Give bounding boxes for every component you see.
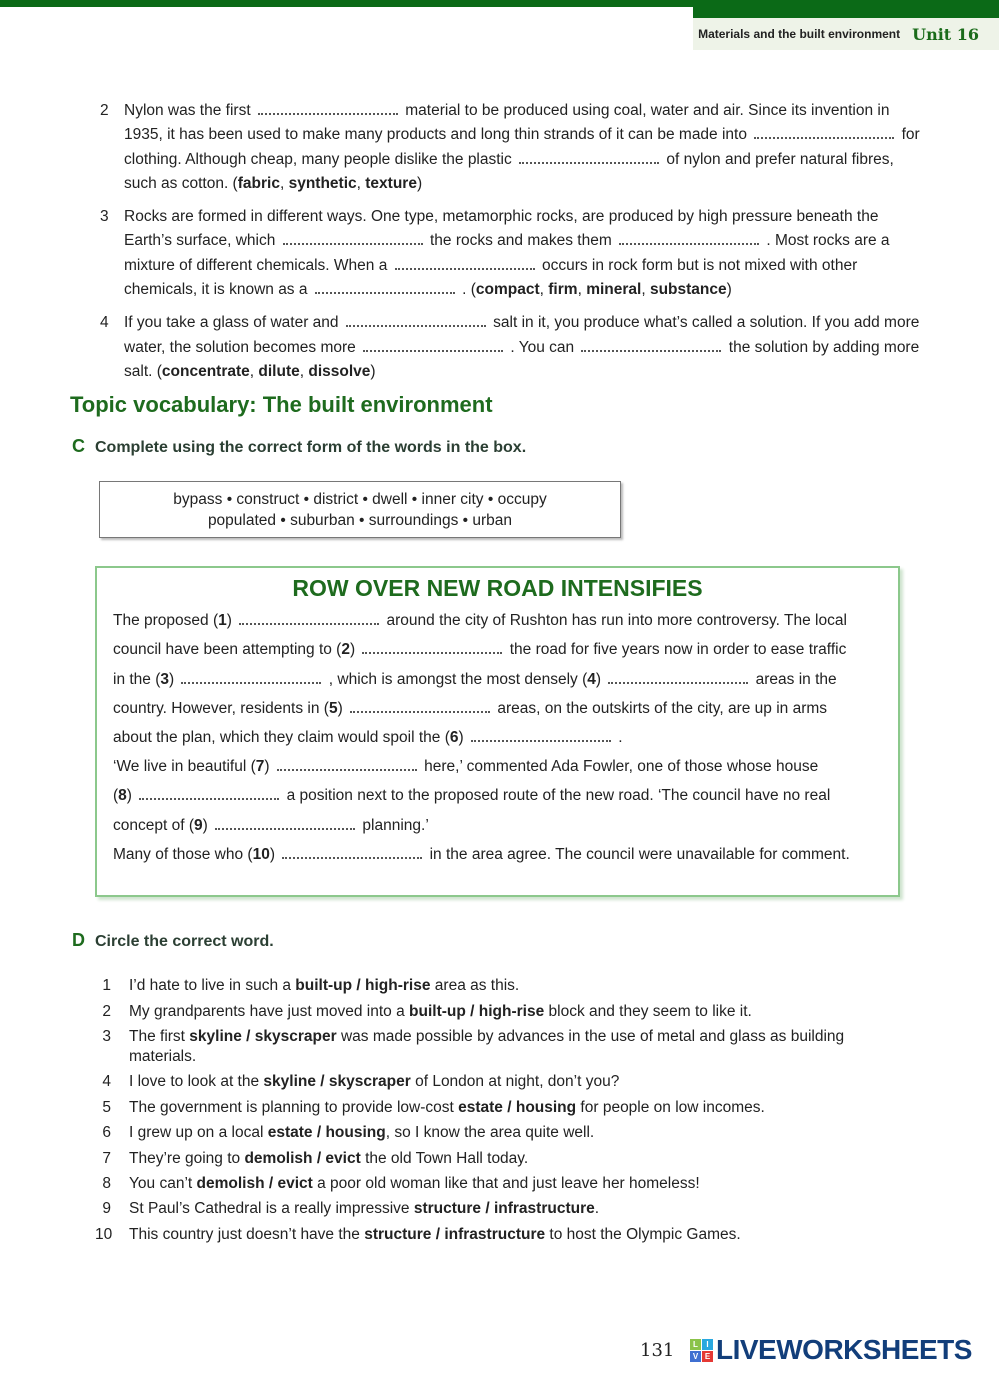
bold-word: 1 [218, 612, 227, 630]
answer-blank[interactable] [282, 845, 422, 859]
text: The first [129, 1028, 190, 1046]
bold-word: texture [365, 174, 417, 192]
answer-blank[interactable] [350, 699, 490, 713]
logo-squares [690, 1339, 713, 1362]
text: a position next to the proposed route of the new road. ‘The council have no real [282, 787, 831, 805]
answer-blank[interactable] [139, 786, 279, 800]
article-line [113, 665, 882, 694]
text: ) [264, 758, 274, 776]
text: ‘We live in beautiful ( [113, 758, 256, 776]
logo-letter: V [690, 1351, 701, 1362]
text: here,’ commented Ada Fowler, one of those whose house [419, 758, 819, 776]
text: . [613, 729, 623, 747]
exercise-item [95, 1199, 875, 1219]
exercise-item [95, 1027, 875, 1067]
item-number: 5 [102, 1098, 111, 1116]
answer-blank[interactable] [362, 640, 502, 654]
exercise-item [95, 1225, 875, 1245]
text: My grandparents have just moved into a [129, 1002, 410, 1020]
bold-word: firm [548, 281, 578, 299]
article-box [95, 566, 900, 897]
answer-blank[interactable] [519, 150, 659, 164]
answer-blank[interactable] [283, 231, 423, 245]
text: a poor old woman like that and just leave her homeless! [312, 1175, 700, 1192]
liveworksheets-logo [690, 1334, 972, 1366]
bold-word: 9 [194, 816, 203, 834]
answer-blank[interactable] [395, 256, 535, 270]
text: areas, on the outskirts of the city, are up in arms [493, 699, 828, 717]
instruction: Circle the correct word. [95, 933, 274, 951]
text: The government is planning to provide low-cost [129, 1098, 459, 1116]
text: You can’t [129, 1175, 197, 1192]
text: to host the Olympic Games. [545, 1225, 741, 1243]
exercise-d-list [95, 976, 875, 1245]
text: about the plan, which they claim would spoil the ( [113, 729, 450, 747]
answer-blank[interactable] [754, 125, 894, 139]
text: concept of ( [113, 816, 194, 834]
text: . [594, 1200, 600, 1218]
text: St Paul’s Cathedral is a really impressive [129, 1200, 414, 1218]
topic-heading: Topic vocabulary: The built environment [70, 392, 493, 418]
article-line [113, 606, 882, 635]
bold-word: skyline / skyscraper [263, 1073, 411, 1091]
text: Rocks are formed in different ways. One type, metamorphic rocks, are produced by high pressure beneath the Earth’s surface, which [124, 208, 879, 250]
article-line [113, 752, 882, 781]
page-number: 131 [640, 1340, 675, 1361]
text: The proposed ( [113, 612, 219, 630]
item-number: 2 [102, 1002, 111, 1020]
text: ) [337, 699, 348, 717]
bold-word: estate / housing [458, 1098, 577, 1116]
answer-blank[interactable] [363, 338, 503, 352]
bold-word: built-up / high-rise [409, 1002, 545, 1020]
text: the road for five years now in order to ease traffic [505, 641, 847, 659]
item-number: 3 [102, 1028, 111, 1046]
instruction: Complete using the correct form of the words in the box. [95, 439, 527, 457]
text: Many of those who ( [113, 845, 253, 863]
item-number: 4 [102, 1073, 111, 1091]
text: the solution by adding more salt. ( [124, 338, 920, 380]
article-line [113, 723, 882, 752]
bold-word: 2 [341, 641, 350, 659]
text: , [249, 362, 259, 380]
item-number: 3 [100, 208, 109, 226]
item-number: 9 [102, 1200, 111, 1218]
word-box-line: bypass • construct • district • dwell • inner city • occupy [173, 491, 547, 509]
bold-word: demolish / evict [244, 1149, 361, 1167]
exercise-item [95, 1123, 875, 1143]
text: . You can [506, 338, 579, 356]
bold-word: fabric [237, 174, 280, 192]
exercise-item [95, 1072, 875, 1092]
text: , so I know the area quite well. [385, 1124, 595, 1142]
bold-word: compact [475, 281, 540, 299]
logo-letter: E [702, 1351, 713, 1362]
text: for clothing. Although cheap, many people dislike the plastic [124, 126, 920, 168]
text: If you take a glass of water and [124, 314, 343, 332]
exercise-item [100, 311, 925, 384]
bold-word: concentrate [161, 362, 250, 380]
text: They’re going to [129, 1149, 245, 1167]
bold-word: dissolve [308, 362, 371, 380]
bold-word: 5 [328, 699, 338, 717]
text: the rocks and makes them [425, 232, 617, 250]
unit-label: Unit 16 [912, 24, 979, 44]
text: I grew up on a local [129, 1124, 268, 1142]
text: ( [113, 787, 119, 805]
article-line [113, 635, 882, 664]
bold-word: structure / infrastructure [364, 1225, 546, 1243]
text: , [279, 174, 289, 192]
section-letter: D [72, 930, 85, 951]
bold-word: built-up / high-rise [295, 977, 431, 995]
bold-word: demolish / evict [196, 1175, 313, 1192]
text: ) [726, 281, 732, 299]
text: was made possible by advances in the use of metal and glass as building materials. [129, 1028, 845, 1066]
bold-word: 10 [252, 845, 270, 863]
exercise-item [100, 99, 925, 196]
bold-word: structure / infrastructure [413, 1200, 595, 1218]
text: ) [595, 670, 606, 688]
text: ) [458, 729, 468, 747]
text: ) [416, 174, 423, 192]
text: in the area agree. The council were unavailable for comment. [425, 845, 850, 863]
answer-blank[interactable] [258, 101, 398, 115]
text: , [539, 281, 549, 299]
answer-blank[interactable] [619, 231, 759, 245]
text: the old Town Hall today. [360, 1149, 529, 1167]
text: ) [202, 816, 213, 834]
text: I’d hate to live in such a [129, 977, 296, 995]
text: in the ( [113, 670, 161, 688]
page-content [0, 99, 999, 1250]
section-letter: C [72, 436, 85, 457]
text: ) [370, 362, 376, 380]
text: ) [126, 787, 137, 805]
article-line [113, 781, 882, 810]
answer-blank[interactable] [581, 338, 721, 352]
running-header [693, 18, 999, 50]
text: I love to look at the [129, 1073, 264, 1091]
text: ) [226, 612, 237, 630]
text: , which is amongst the most densely ( [324, 670, 588, 688]
bold-word: 8 [118, 787, 127, 805]
text: , [299, 362, 309, 380]
item-number: 1 [102, 977, 111, 995]
section-c-heading [72, 435, 999, 459]
bold-word: 3 [160, 670, 170, 688]
bold-word: synthetic [288, 174, 357, 192]
text: area as this. [430, 977, 520, 995]
text: of nylon and prefer natural fibres, such as cotton. ( [124, 150, 894, 192]
exercise-item [100, 205, 925, 302]
item-number: 7 [102, 1149, 111, 1167]
bold-word: substance [649, 281, 727, 299]
article-title: ROW OVER NEW ROAD INTENSIFIES [292, 575, 703, 602]
text: areas in the [751, 670, 837, 688]
text: . Most rocks are a mixture of different chemicals. When a [124, 232, 890, 274]
answer-blank[interactable] [346, 313, 486, 327]
exercise-item [95, 1098, 875, 1118]
text: occurs in rock form but is not mixed with other chemicals, it is known as a [124, 256, 858, 299]
bold-word: estate / housing [267, 1124, 386, 1142]
section-d-heading [72, 929, 999, 953]
text: for people on low incomes. [576, 1098, 765, 1116]
text: around the city of Rushton has run into more controversy. The local [382, 612, 847, 630]
answer-blank[interactable] [239, 611, 379, 625]
exercise-item [95, 976, 875, 996]
bold-word: dilute [258, 362, 300, 380]
exercise-item [95, 1149, 875, 1169]
text: This country just doesn’t have the [129, 1225, 365, 1243]
text: block and they seem to like it. [544, 1002, 752, 1020]
text: , [577, 281, 587, 299]
text: country. However, residents in ( [113, 699, 329, 717]
item-number: 4 [100, 314, 109, 332]
article-line [113, 694, 882, 723]
item-number: 10 [95, 1225, 113, 1243]
section-title: Materials and the built environment [698, 27, 901, 41]
article-line [113, 811, 882, 840]
answer-blank[interactable] [315, 280, 455, 294]
text: council have been attempting to ( [113, 641, 342, 659]
answer-blank[interactable] [215, 816, 355, 830]
bold-word: 6 [449, 729, 459, 747]
bold-word: 7 [255, 758, 265, 776]
article-line [113, 840, 882, 869]
word-box-line: populated • suburban • surroundings • urban [207, 512, 513, 530]
text: , [356, 174, 366, 192]
bold-word: 4 [587, 670, 596, 688]
bold-word: mineral [586, 281, 642, 299]
text: of London at night, don’t you? [410, 1073, 620, 1091]
text: material to be produced using coal, water and air. Since its invention in 1935, it has been used to make many products and long thin strands of it can be made into [124, 102, 890, 144]
text: salt in it, you produce what’s called a solution. If you add more water, the solution becomes more [124, 314, 920, 356]
item-number: 8 [102, 1175, 111, 1192]
answer-blank[interactable] [471, 728, 611, 742]
text: Nylon was the first [124, 102, 255, 119]
logo-letter: L [690, 1339, 701, 1350]
top-bar-tab [693, 0, 999, 18]
item-number: 2 [100, 102, 109, 119]
logo-text: LIVEWORKSHEETS [716, 1334, 972, 1365]
text: , [641, 281, 650, 299]
exercise-item [95, 1002, 875, 1022]
text: planning.’ [358, 816, 429, 834]
answer-blank[interactable] [277, 757, 417, 771]
bold-word: skyline / skyscraper [189, 1028, 337, 1046]
word-box [99, 481, 621, 538]
answer-blank[interactable] [608, 670, 748, 684]
exercise-b-list [100, 99, 925, 384]
exercise-item [95, 1174, 875, 1194]
logo-letter: I [702, 1339, 713, 1350]
item-number: 6 [102, 1124, 111, 1142]
answer-blank[interactable] [181, 670, 321, 684]
text: ) [349, 641, 360, 659]
text: ) [269, 845, 280, 863]
text: . ( [457, 281, 476, 299]
text: ) [169, 670, 179, 688]
